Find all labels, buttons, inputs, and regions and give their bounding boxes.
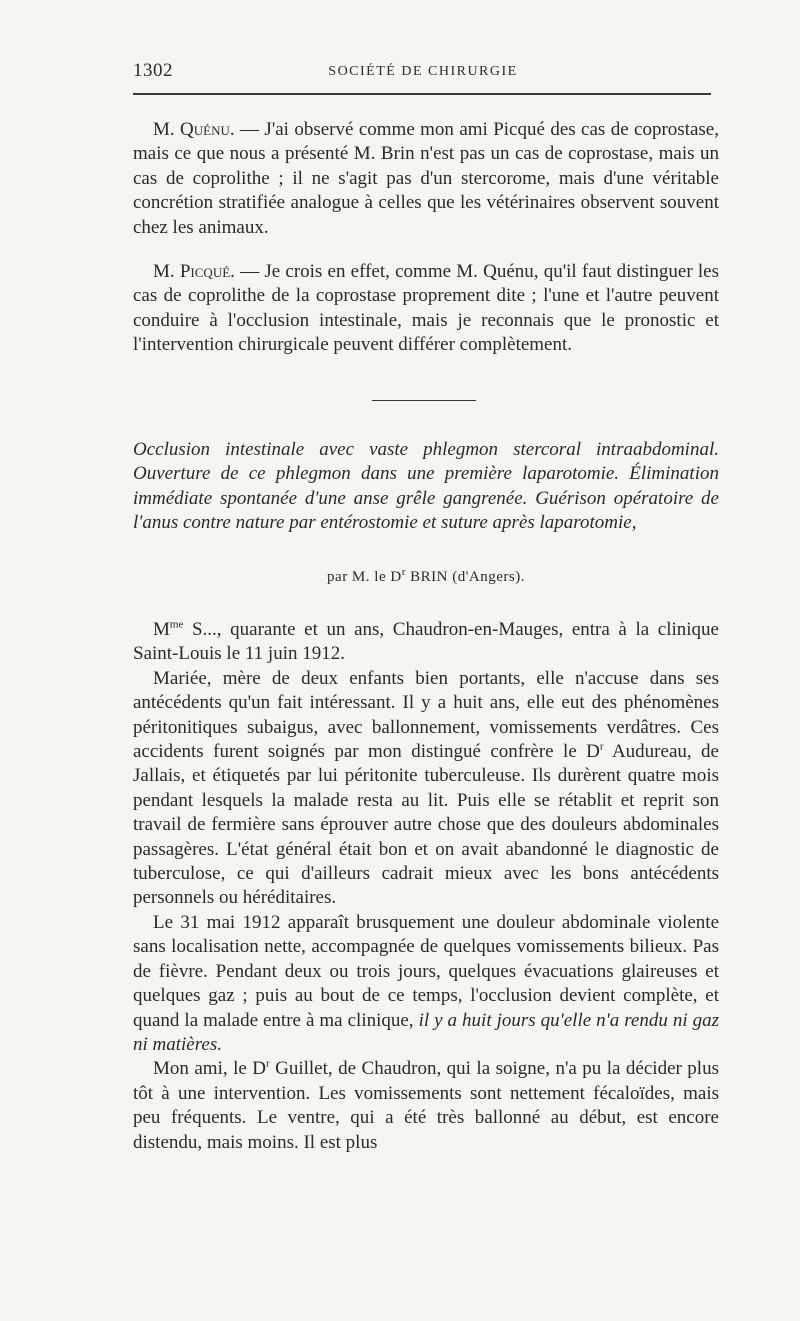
discussion-quenu: [133, 118, 719, 240]
discussion-picque: [133, 260, 719, 358]
remark-picque: — Je crois en effet, comme M. Quénu, qu'il faut distinguer les cas de coprolithe de la coprostase proprement dite ; l'une et l'autre peuvent conduire à l'occlusion intestinale, mais je reconnais que le pronostic et l'intervention chirurgicale peuvent différer complètement.: [133, 261, 719, 356]
paragraph-2: Mariée, mère de deux enfants bien portants, elle n'accuse dans ses antécédents qu'un fait intéressant. Il y a huit ans, elle eut des phénomènes péritonitiques subaigus, avec ballonnement, vomissements verdâtres. Ces accidents furent soignés par mon distingué confrère le $D^r$ Audureau, de Jallais, et étiquetés par lui péritonite tuberculeuse. Ils durèrent quatre mois pendant lesquels la malade resta au lit. Puis elle se rétablit et reprit son travail de fermière sans éprouver autre chose que des douleurs abdominales passagères. L'état général était bon et on avait abandonné le diagnostic de tuberculose, ce qui d'ailleurs cadrait mieux avec les bons antécédents personnels ou héréditaires.: [133, 667, 719, 909]
speaker-quenu: M. Quénu.: [153, 119, 235, 140]
running-head: SOCIÉTÉ DE CHIRURGIE: [328, 64, 518, 79]
article-byline: [133, 566, 719, 586]
article-title: Occlusion intestinale avec vaste phlegmon stercoral intraabdominal. Ouverture de ce phlegmon dans une première laparotomie. Élimination immédiate spontanée d'une anse grêle gangrenée. Guérison opératoire de l'anus contre nature par entérostomie et suture après laparotomie,: [133, 439, 719, 534]
article-body: [133, 618, 719, 1155]
remark-quenu: — J'ai observé comme mon ami Picqué des cas de coprostase, mais ce que nous a présenté M. Brin n'est pas un cas de coprostase, mais un cas de coprolithe ; il ne s'agit pas d'un stercorome, mais d'une véritable concrétion stratifiée analogue à celles que les vétérinaires observent souvent chez les animaux.: [133, 119, 719, 238]
byline-author: BRIN (d'Angers).: [405, 569, 525, 585]
speaker-picque: M. Picqué.: [153, 261, 235, 282]
paragraph-3: Le 31 mai 1912 apparaît brusquement une douleur abdominale violente sans localisation nette, accompagnée de quelques vomissements bilieux. Pas de fièvre. Pendant deux ou trois jours, quelques évacuations glaireuses et quelques gaz ; puis au bout de ce temps, l'occlusion devient complète, et quand la malade entre à ma clinique, il y a huit jours qu'elle n'a rendu ni gaz ni matières.: [133, 911, 719, 1055]
header-rule: [133, 93, 711, 95]
paragraph-4: Mon ami, le $D^r$ Guillet, de Chaudron, qui la soigne, n'a pu la décider plus tôt à une intervention. Les vomissements sont nettement fécaloïdes, mais peu fréquents. Le ventre, qui a été très ballonné au début, est encore distendu, mais moins. Il est plus: [133, 1057, 719, 1153]
section-separator: [372, 400, 476, 401]
page-header: [133, 58, 713, 88]
byline-prefix: par M. le D: [327, 569, 402, 585]
byline-superscript: r: [401, 566, 406, 578]
page-number: 1302: [133, 60, 173, 81]
paragraph-1: $M^{me}$ S..., quarante et un ans, Chaudron-en-Mauges, entra à la clinique Saint-Louis le 11 juin 1912.: [133, 618, 719, 665]
